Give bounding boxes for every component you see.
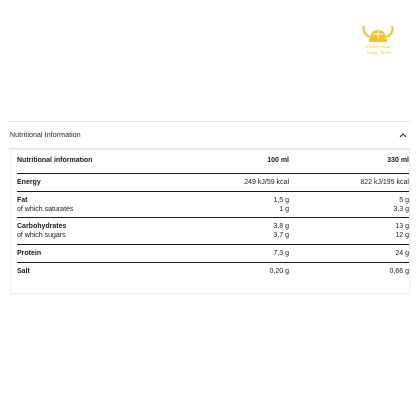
value-330ml [289, 192, 409, 218]
value-330ml-line: 5 g [399, 197, 409, 204]
value-330ml-line: 3,3 g [393, 206, 409, 213]
nutrient-label-line: of which saturates [17, 206, 74, 213]
table-row [17, 245, 409, 263]
nutrient-label [17, 263, 167, 281]
accordion-header[interactable] [8, 122, 410, 148]
value-330ml-line: 13 g [395, 223, 409, 230]
logo-text-1: TRADITIONAL [364, 44, 392, 49]
value-100ml [167, 218, 289, 245]
value-100ml-line: 249 kJ/59 kcal [244, 179, 289, 186]
accordion-panel [8, 148, 410, 294]
table-header-row [17, 153, 409, 174]
table-row [17, 218, 409, 245]
table-row [17, 192, 409, 218]
table-row [17, 174, 409, 192]
nutrient-label-line: Energy [17, 179, 41, 186]
nutrient-label-line: Fat [17, 197, 28, 204]
value-100ml [167, 245, 289, 263]
value-100ml [167, 174, 289, 192]
value-330ml-line: 24 g [395, 250, 409, 257]
logo-text-2: Viking [366, 50, 378, 55]
brand-logo[interactable] [360, 22, 396, 60]
value-330ml [289, 218, 409, 245]
value-100ml [167, 192, 289, 218]
value-330ml-line: 0,66 g [389, 268, 409, 275]
table-row [17, 263, 409, 281]
logo-text-3: BEER [380, 50, 392, 55]
nutrition-accordion [8, 121, 410, 294]
nutrition-table [17, 153, 409, 281]
nutrient-label [17, 174, 167, 192]
header-100ml: 100 ml [167, 153, 289, 174]
value-330ml [289, 245, 409, 263]
value-330ml-line: 822 kJ/195 kcal [360, 179, 409, 186]
value-100ml-line: 1 g [279, 206, 289, 213]
value-100ml-line: 1,5 g [273, 197, 289, 204]
nutrient-label-line: Protein [17, 250, 42, 257]
nutrient-label-line: Carbohydrates [17, 223, 67, 230]
value-330ml [289, 174, 409, 192]
accordion-title: Nutritional Information [10, 131, 81, 139]
nutrient-label [17, 192, 167, 218]
viking-helmet-icon [360, 22, 396, 60]
nutrient-label [17, 245, 167, 263]
chevron-up-icon[interactable] [398, 130, 408, 140]
value-100ml-line: 3,8 g [273, 223, 289, 230]
value-100ml-line: 0,20 g [269, 268, 289, 275]
value-100ml-line: 7,3 g [273, 250, 289, 257]
nutrient-label [17, 218, 167, 245]
nutrient-label-line: Salt [17, 268, 30, 275]
value-330ml [289, 263, 409, 281]
header-nutrient: Nutritional information [17, 153, 167, 174]
nutrient-label-line: of which sugars [17, 232, 66, 239]
header-330ml: 330 ml [289, 153, 409, 174]
value-100ml-line: 3,7 g [273, 232, 289, 239]
value-100ml [167, 263, 289, 281]
value-330ml-line: 12 g [395, 232, 409, 239]
